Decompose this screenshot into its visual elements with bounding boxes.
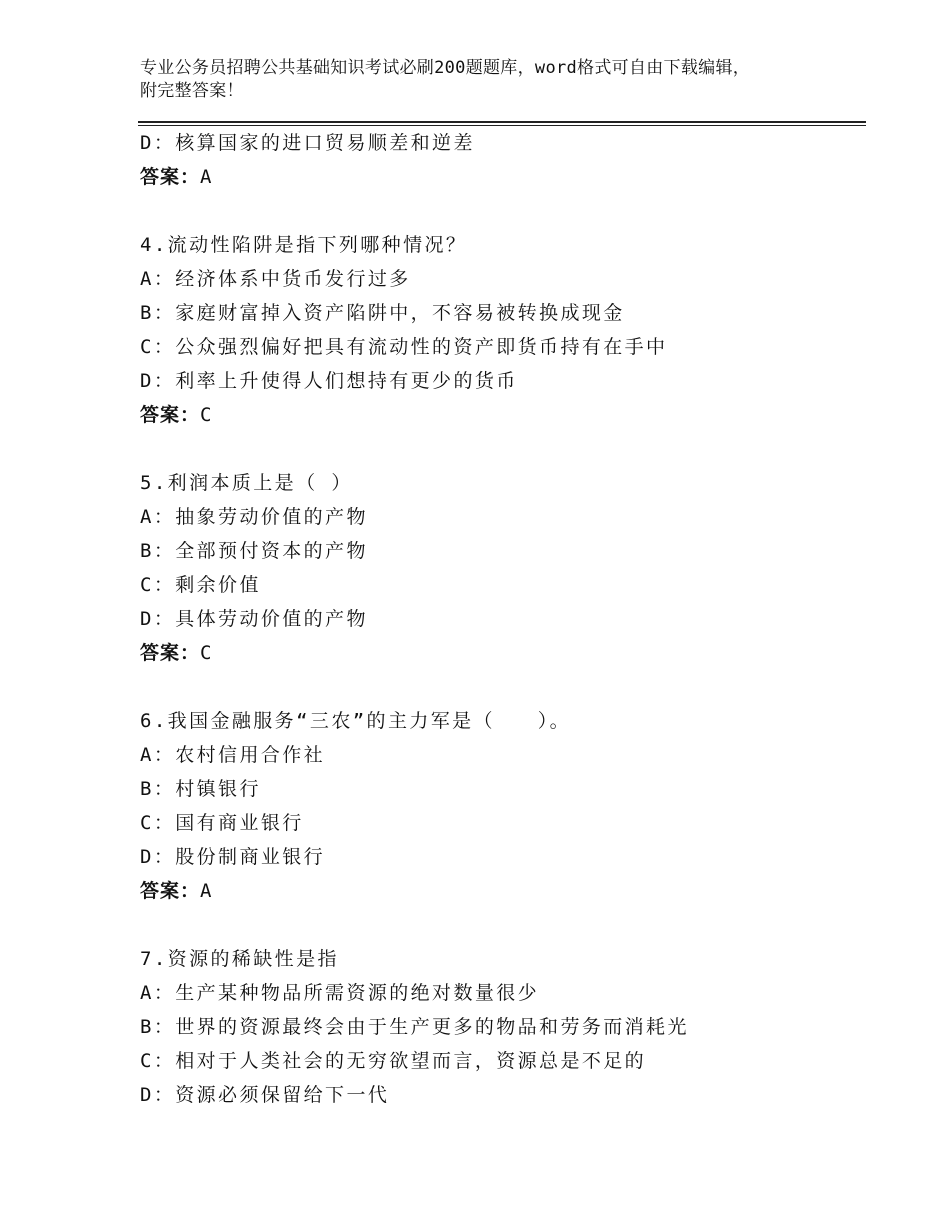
question-block-4: [140, 228, 870, 432]
option-b: B：家庭财富掉入资产陷阱中，不容易被转换成现金: [140, 302, 625, 324]
answer-value: A: [200, 166, 213, 188]
option-d: D：股份制商业银行: [140, 846, 326, 868]
spacer: [140, 670, 870, 704]
question-stem: 4.流动性陷阱是指下列哪种情况？: [140, 234, 468, 256]
question-block-7: [140, 942, 870, 1112]
question-content: [140, 126, 870, 1112]
spacer: [140, 432, 870, 466]
option-b: B：世界的资源最终会由于生产更多的物品和劳务而消耗光: [140, 1016, 689, 1038]
question-block-6: [140, 704, 870, 908]
answer-label: 答案：: [140, 880, 201, 902]
spacer: [140, 908, 870, 942]
option-c: C：剩余价值: [140, 574, 261, 596]
answer-label: 答案：: [140, 166, 201, 188]
answer-line: [140, 636, 870, 670]
q3-option-d: D：核算国家的进口贸易顺差和逆差: [140, 132, 475, 154]
option-b: B：全部预付资本的产物: [140, 540, 368, 562]
question-stem: 5.利润本质上是（ ）: [140, 472, 353, 494]
option-a: A：经济体系中货币发行过多: [140, 268, 411, 290]
option-c: C：相对于人类社会的无穷欲望而言，资源总是不足的: [140, 1050, 647, 1072]
header-line-2: 附完整答案！: [140, 81, 244, 101]
q3-answer: [140, 160, 870, 194]
answer-value: C: [200, 404, 213, 426]
answer-label: 答案：: [140, 404, 201, 426]
answer-value: A: [200, 880, 213, 902]
answer-line: [140, 398, 870, 432]
header-line-1: 专业公务员招聘公共基础知识考试必刷200题题库，word格式可自由下载编辑，: [140, 58, 751, 78]
answer-line: [140, 874, 870, 908]
option-a: A：农村信用合作社: [140, 744, 326, 766]
option-d: D：资源必须保留给下一代: [140, 1084, 390, 1106]
option-b: B：村镇银行: [140, 778, 261, 800]
question-stem: 7.资源的稀缺性是指: [140, 948, 339, 970]
spacer: [140, 194, 870, 228]
question-block-5: [140, 466, 870, 670]
option-a: A：生产某种物品所需资源的绝对数量很少: [140, 982, 540, 1004]
option-d: D：具体劳动价值的产物: [140, 608, 368, 630]
answer-label: 答案：: [140, 642, 201, 664]
option-d: D：利率上升使得人们想持有更少的货币: [140, 370, 518, 392]
answer-value: C: [200, 642, 213, 664]
option-c: C：公众强烈偏好把具有流动性的资产即货币持有在手中: [140, 336, 668, 358]
header-divider-thick: [138, 121, 866, 123]
option-a: A：抽象劳动价值的产物: [140, 506, 368, 528]
question-stem: 6.我国金融服务“三农”的主力军是（ ）。: [140, 710, 572, 732]
page-header: [140, 57, 840, 103]
option-c: C：国有商业银行: [140, 812, 304, 834]
